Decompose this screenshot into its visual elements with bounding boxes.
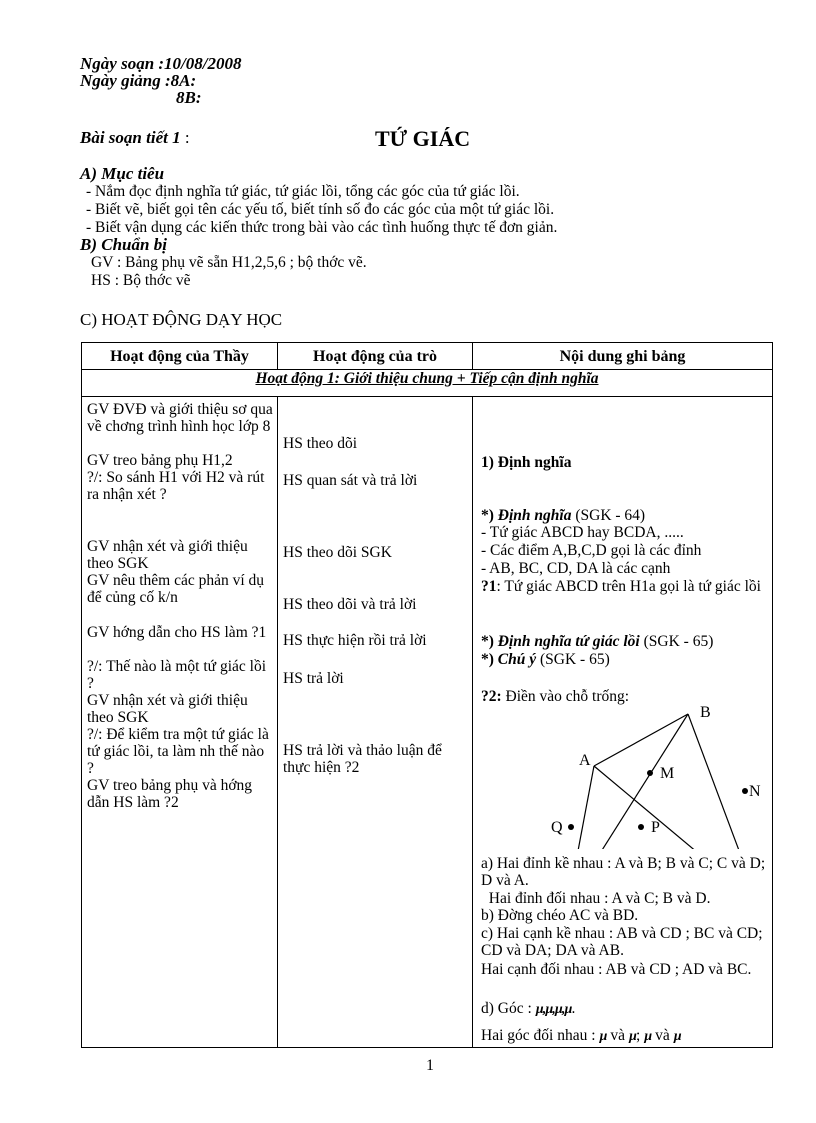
answer-d-opposite [481,1027,768,1045]
teacher-line: GV nêu thêm các phản ví dụ để củng cố k/n [87,572,265,606]
definition-star: *) [481,507,498,524]
question-2-label: ?2: [481,688,502,705]
teacher-line: GV nhận xét và giới thiệu theo SGK [87,538,248,572]
definition-ref: (SGK - 64) [571,507,646,524]
note-label: Chú ý [497,651,537,668]
teacher-line: ?/: Thế nào là một tứ giác lồi ? [87,658,266,692]
student-line: HS theo dõi [283,435,358,452]
objective-item: - Biết vẽ, biết gọi tên các yếu tố, biết tính số đo các góc của một tứ giác lồi. [86,201,555,218]
teacher-cell [82,397,278,1048]
and-word: và [651,1027,674,1044]
label-b: B [700,704,711,721]
separator: ; [635,1027,645,1044]
objective-item: - Biết vận dụng các kiến thức trong bài vào các tình huống thực tế đơn giản. [86,219,558,236]
note [481,651,768,668]
teacher-line: GV nhận xét và giới thiệu theo SGK [87,692,248,726]
definition-line [481,507,768,524]
student-cell [278,397,473,1048]
answer-b: b) Đờng chéo AC và BD. [481,907,639,924]
lesson-table [81,342,773,1048]
point-n [742,788,748,794]
label-p: P [651,819,660,836]
table-header-row [82,343,773,370]
note-ref: (SGK - 65) [536,651,610,668]
lesson-label-colon: : [180,128,190,147]
student-line: HS theo dõi SGK [283,544,392,561]
prep-item: HS : Bộ thớc vẽ [91,272,191,289]
answer-a-opposite: Hai đỉnh đối nhau : A và C; B và D. [481,890,711,907]
definition-heading: 1) Định nghĩa [481,454,572,471]
answer-d-end: . [571,1000,576,1017]
definition-label: Định nghĩa [497,507,572,524]
answer-a: a) Hai đỉnh kề nhau : A và B; B và C; C và D; D và A. [481,855,766,889]
opposite-angles-label: Hai góc đối nhau : [481,1027,600,1044]
angle-symbol: µ [673,1029,681,1044]
answer-c-opposite: Hai cạnh đối nhau : AB và CD ; AD và BC. [481,961,752,978]
lesson-label-text: Bài soạn tiết 1 [80,128,181,147]
section-b-heading: B) Chuẩn bị [80,235,167,254]
teacher-line: GV hớng dẫn cho HS làm ?1 [87,624,267,641]
definition-detail: - AB, BC, CD, DA là các cạnh [481,560,671,577]
section-c-heading: C) HOẠT ĐỘNG DẠY HỌC [80,310,283,329]
question-1 [481,578,768,595]
definition-detail: - Tứ giác ABCD hay BCDA, ..... [481,524,684,541]
convex-ref: (SGK - 65) [639,633,714,650]
answer-d [481,1000,768,1018]
note-star: *) [481,651,498,668]
angle-symbol: µ [628,1029,636,1044]
page-title: TỨ GIÁC [375,126,471,151]
content-cell [473,397,773,1048]
table-row [82,397,773,1048]
question-2-text: Điền vào chỗ trống: [501,688,630,705]
page-number: 1 [426,1057,434,1074]
teacher-line: GV treo bảng phụ và hớng dẫn HS làm ?2 [87,777,253,811]
objective-item: - Nắm đọc định nghĩa tứ giác, tứ giác lồi, tổng các góc của tứ giác lồi. [86,183,520,200]
and-word: và [606,1027,629,1044]
label-a: A [579,752,591,769]
label-m: M [660,765,675,782]
section-a-heading: A) Mục tiêu [80,164,165,183]
teacher-line: ?/: So sánh H1 với H2 và rút ra nhận xét ? [87,469,265,503]
edge-da [568,766,594,849]
teacher-line: GV ĐVĐ và giới thiệu sơ qua về chơng trình hình học lớp 8 [87,401,273,435]
teacher-line: GV treo bảng phụ H1,2 [87,452,233,469]
quadrilateral-figure [473,669,773,849]
col-header-content: Nội dung ghi bảng [473,343,773,370]
definition-detail: - Các điểm A,B,C,D gọi là các đỉnh [481,542,702,559]
question-1-label: ?1 [481,578,497,595]
col-header-teacher: Hoạt động của Thầy [82,343,278,370]
activity-row [82,370,773,397]
convex-star: *) [481,633,498,650]
answer-d-label: d) Góc : [481,1000,536,1017]
lesson-label [80,129,190,146]
student-line: HS trả lời và thảo luận để thực hiện ?2 [283,742,442,776]
question-1-text: : Tứ giác ABCD trên H1a gọi là tứ giác lồi [496,578,761,595]
angle-symbol: µ [644,1029,652,1044]
point-q [568,824,574,830]
student-line: HS trả lời [283,670,344,687]
answer-c: c) Hai cạnh kề nhau : AB và CD ; BC và CD; CD và DA; DA và AB. [481,925,763,959]
class-8b: 8B: [176,88,202,107]
label-n: N [749,783,761,800]
col-header-student: Hoạt động của trò [278,343,473,370]
teach-date: Ngày giảng :8A: [80,71,197,90]
teacher-line: ?/: Để kiểm tra một tứ giác là tứ giác lồi, ta làm nh thế nào ? [87,726,269,777]
convex-definition [481,633,768,650]
student-line: HS theo dõi và trả lời [283,596,417,613]
prep-date: Ngày soạn :10/08/2008 [80,54,242,73]
activity-title: Hoạt động 1: Giới thiệu chung + Tiếp cận định nghĩa [82,370,773,397]
student-line: HS thực hiện rồi trả lời [283,632,427,649]
student-line: HS quan sát và trả lời [283,472,418,489]
label-q: Q [551,819,563,836]
edge-ab [594,714,688,766]
convex-label: Định nghĩa tứ giác lồi [497,633,640,650]
prep-item: GV : Bảng phụ vẽ sẵn H1,2,5,6 ; bộ thớc vẽ. [91,254,367,271]
point-p [638,824,644,830]
point-m [647,770,653,776]
angle-symbol: µ [599,1029,607,1044]
edge-bc [688,714,759,849]
angle-symbols: µ,µ,µ,µ [535,1002,572,1017]
